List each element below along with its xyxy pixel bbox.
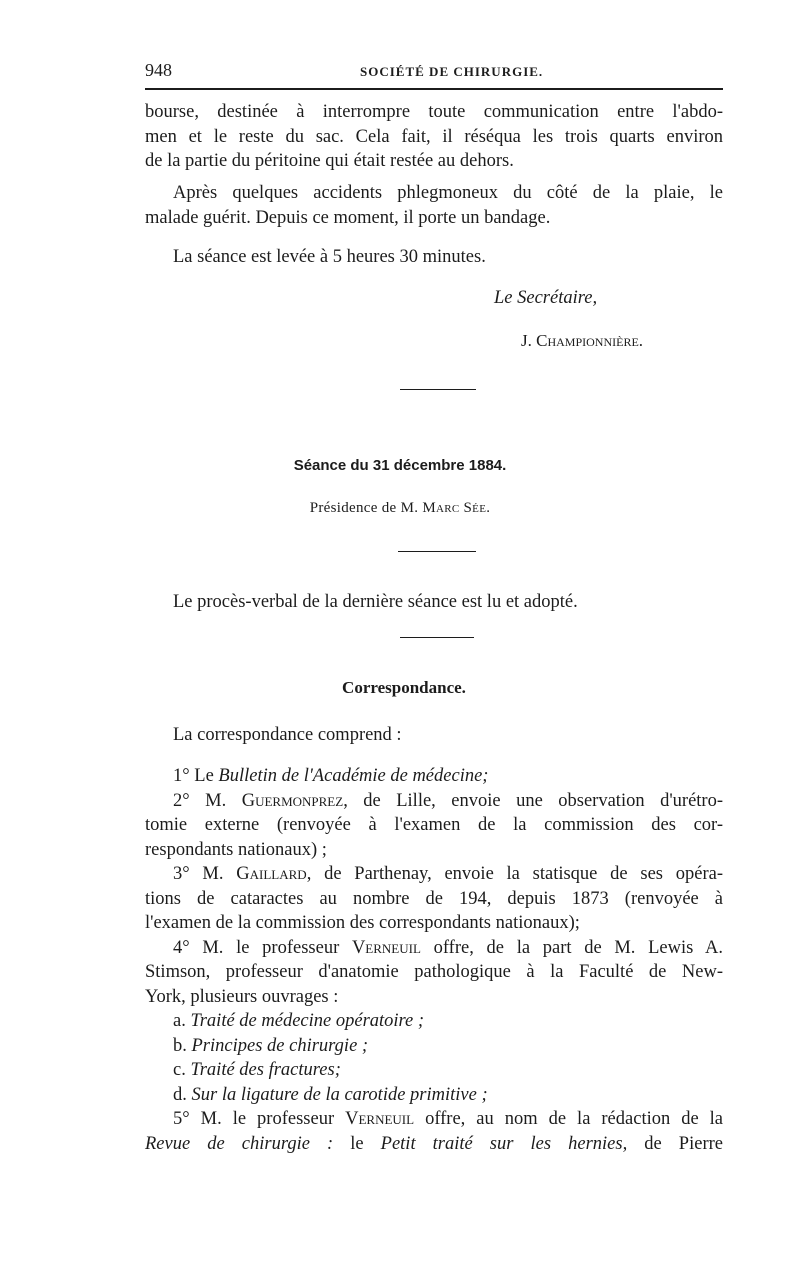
secretaire-initial: J. bbox=[521, 331, 532, 350]
text-line: de la partie du péritoine qui était restée au dehors. bbox=[145, 151, 514, 171]
text-line: tions de cataractes au nombre de 194, depuis 1873 (renvoyée à bbox=[145, 888, 723, 909]
list-item: 5° M. le professeur Verneuil offre, au nom de la rédaction de la bbox=[173, 1109, 724, 1129]
presidence-prefix: Présidence de M. bbox=[309, 500, 419, 516]
sub-item: d. Sur la ligature de la carotide primitive ; bbox=[173, 1084, 488, 1105]
continuation-paragraph bbox=[145, 100, 723, 174]
correspondance-heading: Correspondance. bbox=[342, 678, 466, 697]
text-line: respondants nationaux) ; bbox=[145, 839, 327, 860]
outcome-paragraph bbox=[145, 181, 723, 230]
sub-item: a. Traité de médecine opératoire ; bbox=[173, 1011, 425, 1031]
text-line: Revue de chirurgie : le Petit traité sur les hernies, de Pierre bbox=[145, 1133, 723, 1154]
text-line: Stimson, professeur d'anatomie pathologique à la Faculté de New- bbox=[145, 962, 723, 982]
header-rule bbox=[145, 88, 723, 90]
section-divider bbox=[400, 637, 474, 638]
proces-verbal-line bbox=[145, 590, 723, 615]
sub-item: b. Principes de chirurgie ; bbox=[173, 1035, 369, 1056]
running-title: SOCIÉTÉ DE CHIRURGIE. bbox=[360, 64, 544, 79]
secretaire-label: Le Secrétaire, bbox=[494, 288, 598, 308]
list-item: 2° M. Guermonprez, de Lille, envoie une observation d'urétro- bbox=[173, 790, 723, 811]
text-line: bourse, destinée à interrompre toute communication entre l'abdo- bbox=[145, 102, 723, 122]
seance-levee-line bbox=[145, 245, 723, 270]
correspondance-intro bbox=[145, 723, 723, 748]
text-line: York, plusieurs ouvrages : bbox=[145, 986, 339, 1007]
list-item: 1° Le Bulletin de l'Académie de médecine; bbox=[173, 766, 489, 786]
secretaire-name: Championnière. bbox=[536, 331, 644, 350]
page-number: 948 bbox=[145, 60, 172, 80]
text-line: Après quelques accidents phlegmoneux du côté de la plaie, le bbox=[173, 183, 723, 203]
secretaire-signature bbox=[521, 331, 643, 351]
text-line: l'examen de la commission des correspondants nationaux); bbox=[145, 913, 580, 933]
seance-title: Séance du 31 décembre 1884. bbox=[293, 457, 507, 474]
text-line: Le procès-verbal de la dernière séance est lu et adopté. bbox=[173, 592, 578, 612]
text-line: La correspondance comprend : bbox=[173, 725, 402, 745]
text-line: tomie externe (renvoyée à l'examen de la commission des cor- bbox=[145, 815, 723, 835]
section-divider bbox=[398, 551, 476, 552]
text-line: La séance est levée à 5 heures 30 minutes. bbox=[173, 247, 486, 267]
section-divider bbox=[400, 389, 476, 390]
list-item: 4° M. le professeur Verneuil offre, de la part de M. Lewis A. bbox=[173, 937, 723, 958]
presidence-line bbox=[0, 500, 800, 517]
correspondance-list bbox=[145, 764, 723, 1156]
page-header bbox=[145, 60, 723, 82]
list-item: 3° M. Gaillard, de Parthenay, envoie la statisque de ses opéra- bbox=[173, 864, 724, 884]
sub-item: c. Traité des fractures; bbox=[173, 1060, 341, 1080]
text-line: men et le reste du sac. Cela fait, il réséqua les trois quarts environ bbox=[145, 126, 723, 147]
president-name: Marc Sée. bbox=[422, 500, 491, 516]
text-line: malade guérit. Depuis ce moment, il porte un bandage. bbox=[145, 207, 551, 228]
